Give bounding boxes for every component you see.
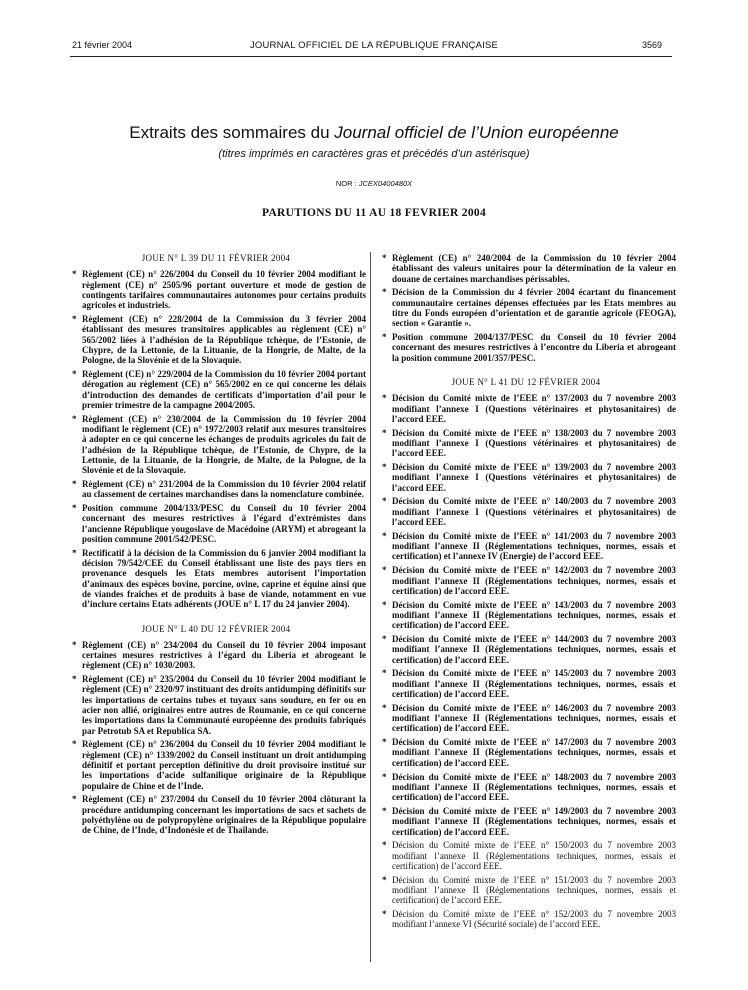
asterisk-marker: * (382, 530, 387, 541)
summary-item-text: Règlement (CE) n° 230/2004 de la Commission du 10 février 2004 modifiant le règlement (CE) n° 1972/2003 relatif aux mesures transitoires à adopter en ce qui concerne les échanges de produits agricoles du fait de l’adhésion de la République tchèque, de l’Estonie, de Chypre, de la Lettonie, de la Lituanie, de la Hongrie, de Malte, de la Pologne, de la Slovénie et de la Slovaquie. (82, 413, 366, 476)
asterisk-marker: * (72, 794, 77, 805)
summary-item-text: Décision du Comité mixte de l’EEE n° 145/2003 du 7 novembre 2003 modifiant l’annexe II (Réglementations techniques, normes, essais et certification) de l’accord EEE. (392, 668, 676, 699)
asterisk-marker: * (382, 427, 387, 438)
main-title-italic: Journal officiel de l’Union européenne (334, 123, 619, 142)
summary-item (66, 548, 366, 610)
summary-item (376, 703, 676, 734)
summary-item (376, 737, 676, 768)
summary-item (376, 668, 676, 699)
summary-item-text: Règlement (CE) n° 235/2004 du Conseil du 10 février 2004 modifiant le règlement (CE) n° 2320/97 instituant des droits antidumping définitifs sur les importations de certains tubes et tuyaux sans soudure, en fer ou en acier non allié, originaires entre autres de Roumanie, en ce qui concerne les importations dans la Communauté européenne des produits fabriqués par Petrotub SA et Republica SA. (82, 674, 366, 736)
asterisk-marker: * (382, 565, 387, 576)
asterisk-marker: * (72, 674, 77, 685)
summary-item-text: Décision du Comité mixte de l’EEE n° 142/2003 du 7 novembre 2003 modifiant l’annexe II (Réglementations techniques, normes, essais et certification) de l’accord EEE. (392, 565, 676, 596)
nor-label: NOR : (335, 179, 359, 188)
nor-code: JCEX0400480X (358, 179, 413, 188)
summary-item-text: Décision du Comité mixte de l’EEE n° 143/2003 du 7 novembre 2003 modifiant l’annexe II (Réglementations techniques, normes, essais et certification) de l’accord EEE. (392, 599, 676, 631)
summary-item-text: Position commune 2004/137/PESC du Conseil du 10 février 2004 concernant des mesures restrictives à l’encontre du Liberia et abrogeant la position commune 2001/357/PESC. (392, 332, 676, 363)
asterisk-marker: * (72, 503, 77, 514)
header-journal-title: JOURNAL OFFICIEL DE LA RÉPUBLIQUE FRANÇAISE (249, 40, 499, 51)
summary-item-text: Règlement (CE) n° 228/2004 de la Commission du 3 février 2004 établissant des mesures transitoires applicables au règlement (CE) n° 565/2002 liées à l’adhésion de la République tchèque, de l’Estonie, de Chypre, de la Lettonie, de la Lituanie, de la Hongrie, de Malte, de la Pologne, de la Slovénie et de la Slovaquie. (82, 313, 366, 366)
summary-item-text: Rectificatif à la décision de la Commission du 6 janvier 2004 modifiant la décision 79/542/CEE du Conseil établissant une liste des pays tiers en provenance desquels les Etats membres autorisent l’importation d’animaux des espèces bovine, porcine, ovine, caprine et équine ainsi que de viandes fraîches et de produits à base de viande, notamment en vue d’inclure certains Etats adhérents (JOUE n° L 17 du 24 janvier 2004). (82, 547, 366, 610)
summary-item-text: Règlement (CE) n° 237/2004 du Conseil du 10 février 2004 clôturant la procédure antidumping concernant les importations de sacs et sachets de polyéthylène ou de polypropylène originaires de la République populaire de Chine, de l’Inde, d’Indonésie et de Thaïlande. (82, 794, 366, 836)
summary-item (376, 634, 676, 665)
summary-item-text: Décision du Comité mixte de l’EEE n° 137/2003 du 7 novembre 2003 modifiant l’annexe I (Questions vétérinaires et phytosanitaires) de l’accord EEE. (392, 393, 676, 424)
summary-item (376, 332, 676, 363)
summary-item-text: Décision du Comité mixte de l’EEE n° 138/2003 du 7 novembre 2003 modifiant l’annexe I (Questions vétérinaires et phytosanitaires) de l’accord EEE. (392, 427, 676, 459)
summary-item-text: Règlement (CE) n° 231/2004 de la Commission du 10 février 2004 relatif au classement de certaines marchandises dans la nomenclature combinée. (82, 478, 366, 500)
asterisk-marker: * (72, 547, 77, 558)
summary-item (66, 640, 366, 671)
summary-item (376, 565, 676, 596)
summary-item-text: Règlement (CE) n° 240/2004 de la Commission du 10 février 2004 établissant des valeurs unitaires pour la détermination de la valeur en douane de certaines marchandises périssables. (392, 253, 676, 284)
asterisk-marker: * (382, 702, 387, 713)
section-heading: JOUE N° L 39 DU 11 FÉVRIER 2004 (141, 253, 291, 263)
asterisk-marker: * (382, 462, 387, 473)
parutions-heading: PARUTIONS DU 11 AU 18 FEVRIER 2004 (261, 207, 487, 219)
summary-item-text: Règlement (CE) n° 236/2004 du Conseil du 10 février 2004 modifiant le règlement (CE) n° 1339/2002 du Conseil instituant un droit antidumping définitif et portant perception définitive du droit provisoire institué sur les importations d’acide sulfanilique originaire de la République populaire de Chine et de l’Inde. (82, 739, 366, 791)
summary-item (66, 369, 366, 410)
asterisk-marker: * (382, 909, 387, 920)
asterisk-marker: * (72, 368, 77, 379)
asterisk-marker: * (72, 269, 77, 280)
summary-item-text: Règlement (CE) n° 226/2004 du Conseil du 10 février 2004 modifiant le règlement (CE) n° 2505/96 portant ouverture et mode de gestion de contingents tarifaires communautaires autonomes pour certains produits agricoles et industriels. (82, 269, 366, 311)
summary-item (376, 909, 676, 930)
section-heading: JOUE N° L 40 DU 12 FÉVRIER 2004 (141, 623, 291, 634)
summary-item (66, 739, 366, 790)
summary-item-text: Décision du Comité mixte de l’EEE n° 150/2003 du 7 novembre 2003 modifiant l’annexe II (Réglementations techniques, normes, essais et certification) de l’accord EEE. (392, 840, 676, 871)
asterisk-marker: * (382, 332, 387, 343)
asterisk-marker: * (382, 874, 387, 885)
subtitle: (titres imprimés en caractères gras et précédés d’un astérisque) (218, 148, 530, 160)
summary-item-text: Décision du Comité mixte de l’EEE n° 152/2003 du 7 novembre 2003 modifiant l’annexe VI (Sécurité sociale) de l’accord EEE. (392, 909, 676, 930)
summary-item (66, 414, 366, 476)
summary-item (66, 269, 366, 310)
summary-item (66, 794, 366, 835)
summary-item (376, 496, 676, 527)
asterisk-marker: * (72, 639, 77, 650)
summary-item-text: Décision du Comité mixte de l’EEE n° 149/2003 du 7 novembre 2003 modifiant l’annexe II (Réglementations techniques, normes, essais et certification) de l’accord EEE. (392, 805, 676, 837)
summary-item (66, 674, 366, 736)
summary-item-text: Décision du Comité mixte de l’EEE n° 151/2003 du 7 novembre 2003 modifiant l’annexe II (Réglementations techniques, normes, essais et certification) de l’accord EEE. (392, 874, 676, 906)
asterisk-marker: * (382, 496, 387, 507)
summary-item-text: Décision du Comité mixte de l’EEE n° 147/2003 du 7 novembre 2003 modifiant l’annexe II (Réglementations techniques, normes, essais et certification) de l’accord EEE. (392, 737, 676, 768)
column-divider (370, 252, 371, 962)
nor-reference (0, 179, 748, 188)
summary-item-text: Décision de la Commission du 4 février 2004 écartant du financement communautaire certaines dépenses effectuées par les Etats membres au titre du Fonds européen d’orientation et de garantie agricole (FEOGA), section « Garantie ». (392, 287, 676, 329)
summary-item (376, 393, 676, 424)
asterisk-marker: * (382, 287, 387, 298)
summary-item (376, 600, 676, 631)
summary-item-text: Position commune 2004/133/PESC du Conseil du 10 février 2004 concernant des mesures restrictives à l’égard d’extrémistes dans l’ancienne République yougoslave de Macédoine (ARYM) et abrogeant la position commune 2001/542/PESC. (82, 503, 366, 544)
right-column (376, 253, 676, 933)
summary-item (376, 840, 676, 871)
summary-item (376, 772, 676, 803)
summary-item (376, 806, 676, 837)
asterisk-marker: * (382, 393, 387, 404)
asterisk-marker: * (382, 634, 387, 644)
summary-item-text: Décision du Comité mixte de l’EEE n° 140/2003 du 7 novembre 2003 modifiant l’annexe I (Questions vétérinaires et phytosanitaires) de l’accord EEE. (392, 496, 676, 528)
summary-item (376, 287, 676, 328)
summary-item-text: Décision du Comité mixte de l’EEE n° 139/2003 du 7 novembre 2003 modifiant l’annexe I (Questions vétérinaires et phytosanitaires) de l’accord EEE. (392, 462, 676, 493)
asterisk-marker: * (382, 253, 387, 263)
asterisk-marker: * (382, 840, 387, 851)
summary-item (66, 479, 366, 500)
asterisk-marker: * (382, 805, 387, 816)
summary-item (376, 462, 676, 493)
summary-item (376, 875, 676, 906)
running-header (0, 40, 748, 54)
left-column (66, 253, 366, 839)
asterisk-marker: * (382, 771, 387, 782)
summary-item (66, 503, 366, 544)
summary-item-text: Règlement (CE) n° 229/2004 de la Commission du 10 février 2004 portant dérogation au règlement (CE) n° 565/2002 en ce qui concerne les délais d’introduction des demandes de certificats d’importation d’ail pour le premier trimestre de la campagne 2004/2005. (82, 368, 366, 410)
summary-item (376, 428, 676, 459)
summary-item (376, 253, 676, 284)
summary-item (376, 531, 676, 562)
summary-item-text: Décision du Comité mixte de l’EEE n° 141/2003 du 7 novembre 2003 modifiant l’annexe II (Réglementations techniques, normes, essais et certification) et l’annexe IV (Energie) de l’accord EEE. (392, 530, 676, 562)
summary-item-text: Règlement (CE) n° 234/2004 du Conseil du 10 février 2004 imposant certaines mesures restrictives à l’égard du Liberia et abrogeant le règlement (CE) n° 1030/2003. (82, 639, 366, 671)
asterisk-marker: * (72, 413, 77, 424)
main-title-prefix: Extraits des sommaires du (129, 123, 335, 142)
main-title (0, 123, 748, 143)
asterisk-marker: * (382, 668, 387, 679)
asterisk-marker: * (72, 739, 77, 750)
asterisk-marker: * (72, 478, 77, 489)
asterisk-marker: * (382, 737, 387, 748)
header-page-number: 3569 (641, 40, 662, 50)
section-heading: JOUE N° L 41 DU 12 FÉVRIER 2004 (451, 376, 601, 387)
summary-item-text: Décision du Comité mixte de l’EEE n° 148/2003 du 7 novembre 2003 modifiant l’annexe II (Réglementations techniques, normes, essais et certification) de l’accord EEE. (392, 771, 676, 803)
summary-item (66, 314, 366, 365)
header-rule (70, 56, 672, 57)
summary-item-text: Décision du Comité mixte de l’EEE n° 144/2003 du 7 novembre 2003 modifiant l’annexe II (Réglementations techniques, normes, essais et certification) de l’accord EEE. (392, 634, 676, 665)
summary-item-text: Décision du Comité mixte de l’EEE n° 146/2003 du 7 novembre 2003 modifiant l’annexe II (Réglementations techniques, normes, essais et certification) de l’accord EEE. (392, 702, 676, 734)
asterisk-marker: * (72, 313, 77, 324)
asterisk-marker: * (382, 599, 387, 610)
header-date: 21 février 2004 (72, 40, 133, 50)
